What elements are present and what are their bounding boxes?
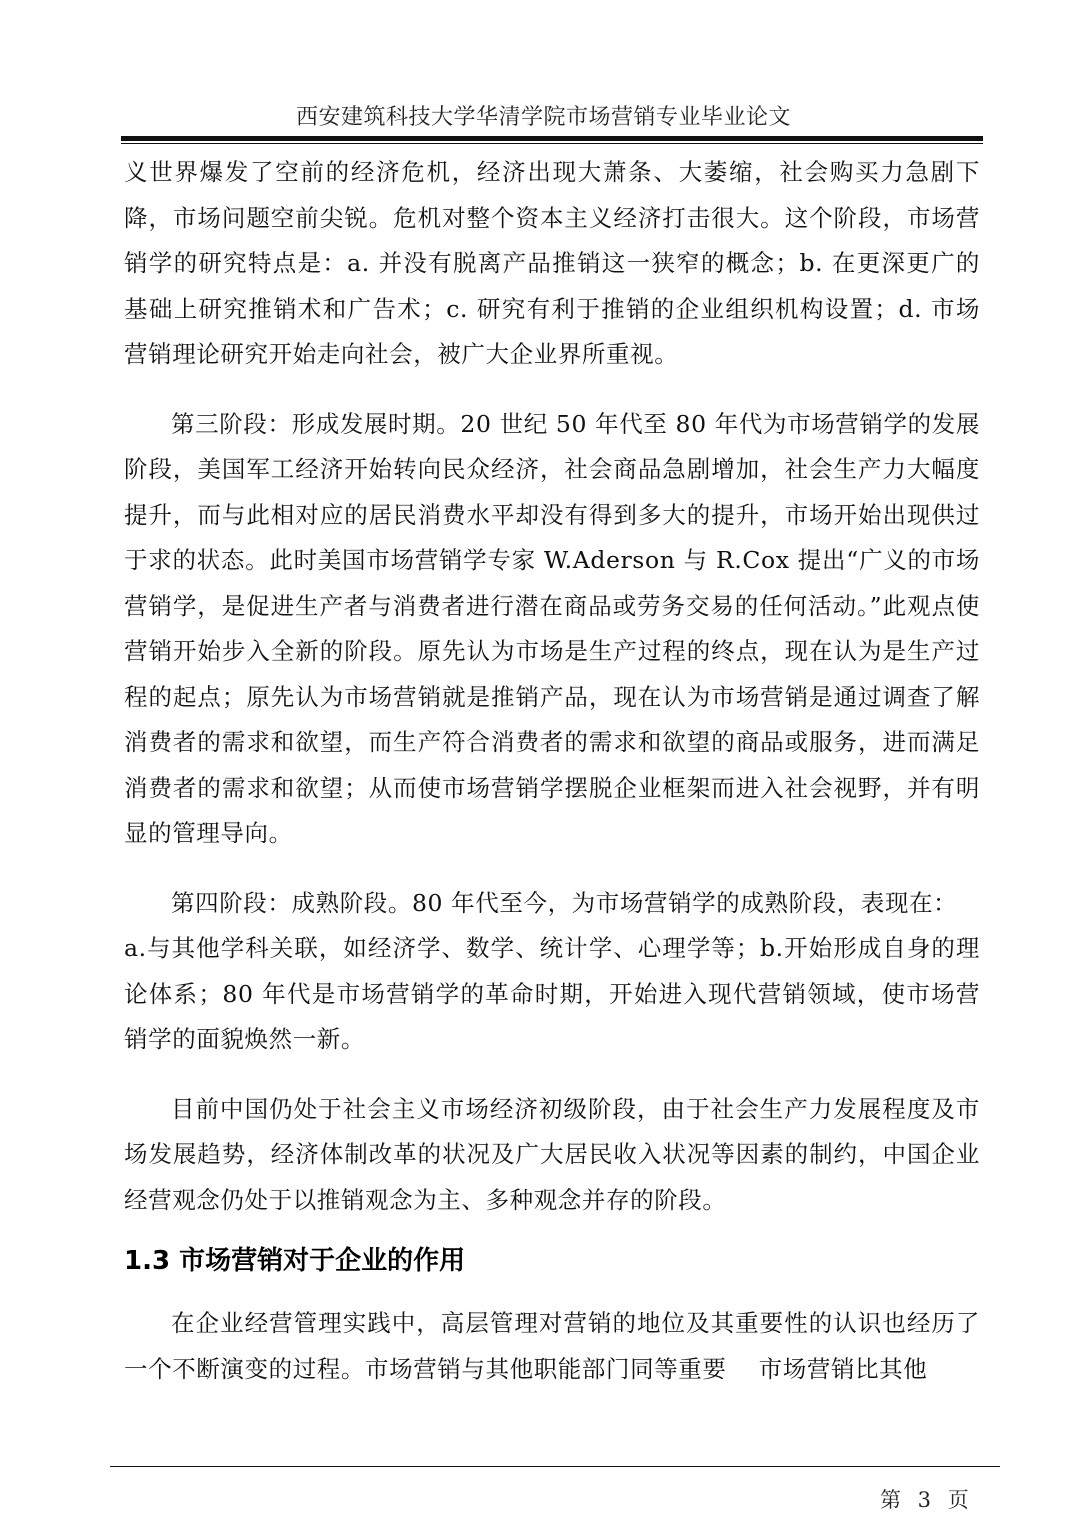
header-rule-thick <box>121 136 983 141</box>
page-body <box>124 150 980 1392</box>
paragraph: 第三阶段：形成发展时期。20 世纪 50 年代至 80 年代为市场营销学的发展阶段，美国军工经济开始转向民众经济，社会商品急剧增加，社会生产力大幅度提升，而与此相对应的居民消费水平却没有得到多大的提升，市场开始出现供过于求的状态。此时美国市场营销学专家 W.Aderson 与 R.Cox 提出“广义的市场营销学，是促进生产者与消费者进行潜在商品或劳务交易的任何活动。”此观点使营销开始步入全新的阶段。原先认为市场是生产过程的终点，现在认为是生产过程的起点；原先认为市场营销就是推销产品，现在认为市场营销是通过调查了解消费者的需求和欲望，而生产符合消费者的需求和欲望的商品或服务，进而满足消费者的需求和欲望；从而使市场营销学摆脱企业框架而进入社会视野，并有明显的管理导向。 <box>124 409 980 847</box>
header-rule-thin <box>121 143 983 144</box>
section-heading: 1.3 市场营销对于企业的作用 <box>124 1246 466 1276</box>
paragraph: 第四阶段：成熟阶段。80 年代至今，为市场营销学的成熟阶段，表现在： <box>171 888 958 917</box>
page-number: 第 3 页 <box>880 1488 969 1512</box>
running-header: 西安建筑科技大学华清学院市场营销专业毕业论文 <box>295 105 791 130</box>
footer-rule <box>110 1466 1000 1467</box>
paragraph: a.与其他学科关联，如经济学、数学、统计学、心理学等；b.开始形成自身的理论体系；80 年代是市场营销学的革命时期，开始进入现代营销领域，使市场营销学的面貌焕然一新。 <box>124 934 980 1053</box>
paragraph: 目前中国仍处于社会主义市场经济初级阶段，由于社会生产力发展程度及市场发展趋势，经济体制改革的状况及广大居民收入状况等因素的制约，中国企业经营观念仍处于以推销观念为主、多种观念并存的阶段。 <box>124 1094 980 1214</box>
paragraph: 义世界爆发了空前的经济危机，经济出现大萧条、大萎缩，社会购买力急剧下降，市场问题空前尖锐。危机对整个资本主义经济打击很大。这个阶段，市场营销学的研究特点是：a. 并没有脱离产品推销这一狭窄的概念；b. 在更深更广的基础上研究推销术和广告术；c. 研究有利于推销的企业组织机构设置；d. 市场营销理论研究开始走向社会，被广大企业界所重视。 <box>124 158 980 368</box>
paragraph: 在企业经营管理实践中，高层管理对营销的地位及其重要性的认识也经历了一个不断演变的过程。市场营销与其他职能部门同等重要 市场营销比其他 <box>124 1309 980 1383</box>
